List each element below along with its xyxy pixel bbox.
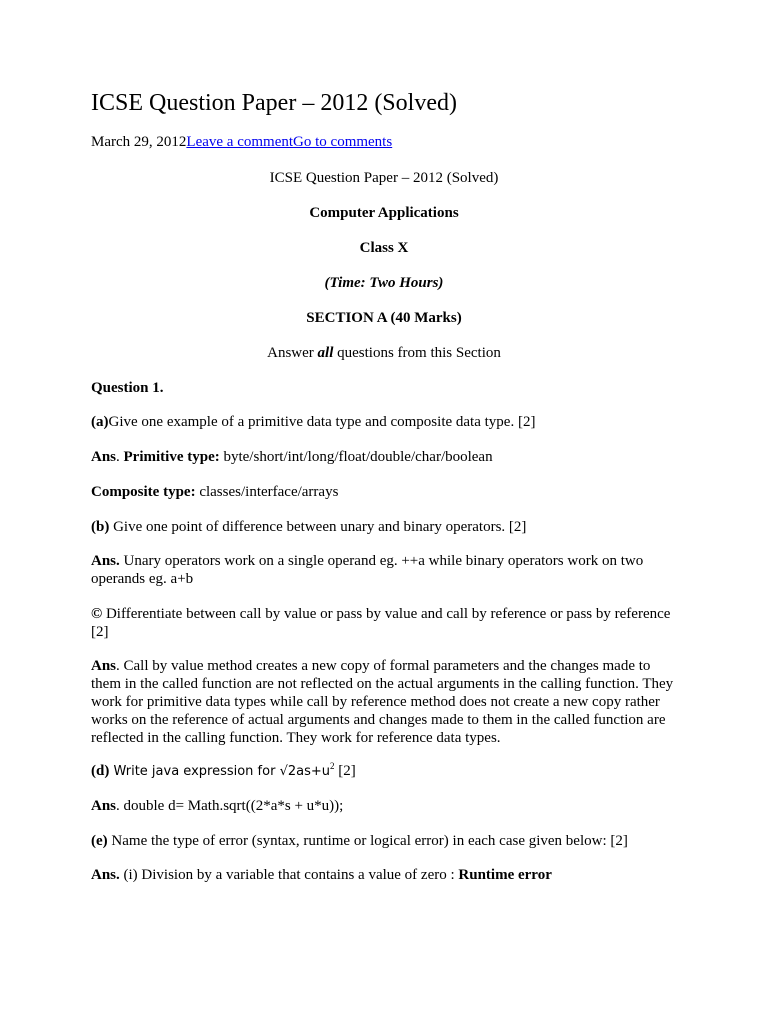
question-c: © Differentiate between call by value or pass by value and call by reference or pass by reference [2]: [91, 606, 671, 640]
paper-time: (Time: Two Hours): [324, 275, 444, 291]
post-meta: [91, 133, 392, 151]
answer-e: Ans. (i) Division by a variable that contains a value of zero : Runtime error: [91, 867, 552, 883]
answer-d: Ans. double d= Math.sqrt((2*a*s + u*u));: [91, 798, 344, 814]
section-heading: SECTION A (40 Marks): [306, 310, 462, 326]
answer-a-primitive: Ans. Primitive type: byte/short/int/long/float/double/char/boolean: [91, 449, 493, 465]
question-b: (b) Give one point of difference between unary and binary operators. [2]: [91, 519, 527, 535]
paper-class: Class X: [359, 240, 409, 256]
post-date: March 29, 2012: [91, 134, 187, 150]
paper-subject: Computer Applications: [309, 205, 459, 221]
go-to-comments-link[interactable]: Go to comments: [293, 134, 393, 150]
answer-a-composite: Composite type: classes/interface/arrays: [91, 484, 339, 500]
question-d: (d) Write java expression for $√2as+u^2$ [2]: [91, 761, 356, 779]
section-instruction: Answer all questions from this Section: [267, 345, 501, 361]
question-heading: Question 1.: [91, 380, 164, 396]
answer-c: Ans. Call by value method creates a new copy of formal parameters and the changes made to them in the called function are not reflected on the actual arguments in the calling function. They work for primitive data types while call by reference method does not create a new copy rather works on the reference of actual arguments and changes made to them in the called function are reflected in the calling function. They work for reference data types.: [91, 658, 674, 746]
answer-b: Ans. Unary operators work on a single operand eg. ++a while binary operators work on two operands eg. a+b: [91, 553, 644, 587]
paper-title: ICSE Question Paper – 2012 (Solved): [269, 170, 499, 186]
leave-comment-link[interactable]: Leave a comment: [186, 134, 294, 150]
question-e: (e) Name the type of error (syntax, runtime or logical error) in each case given below: [2]: [91, 833, 628, 849]
page-title: ICSE Question Paper – 2012 (Solved): [91, 90, 457, 116]
question-a: (a)Give one example of a primitive data type and composite data type. [2]: [91, 414, 536, 430]
